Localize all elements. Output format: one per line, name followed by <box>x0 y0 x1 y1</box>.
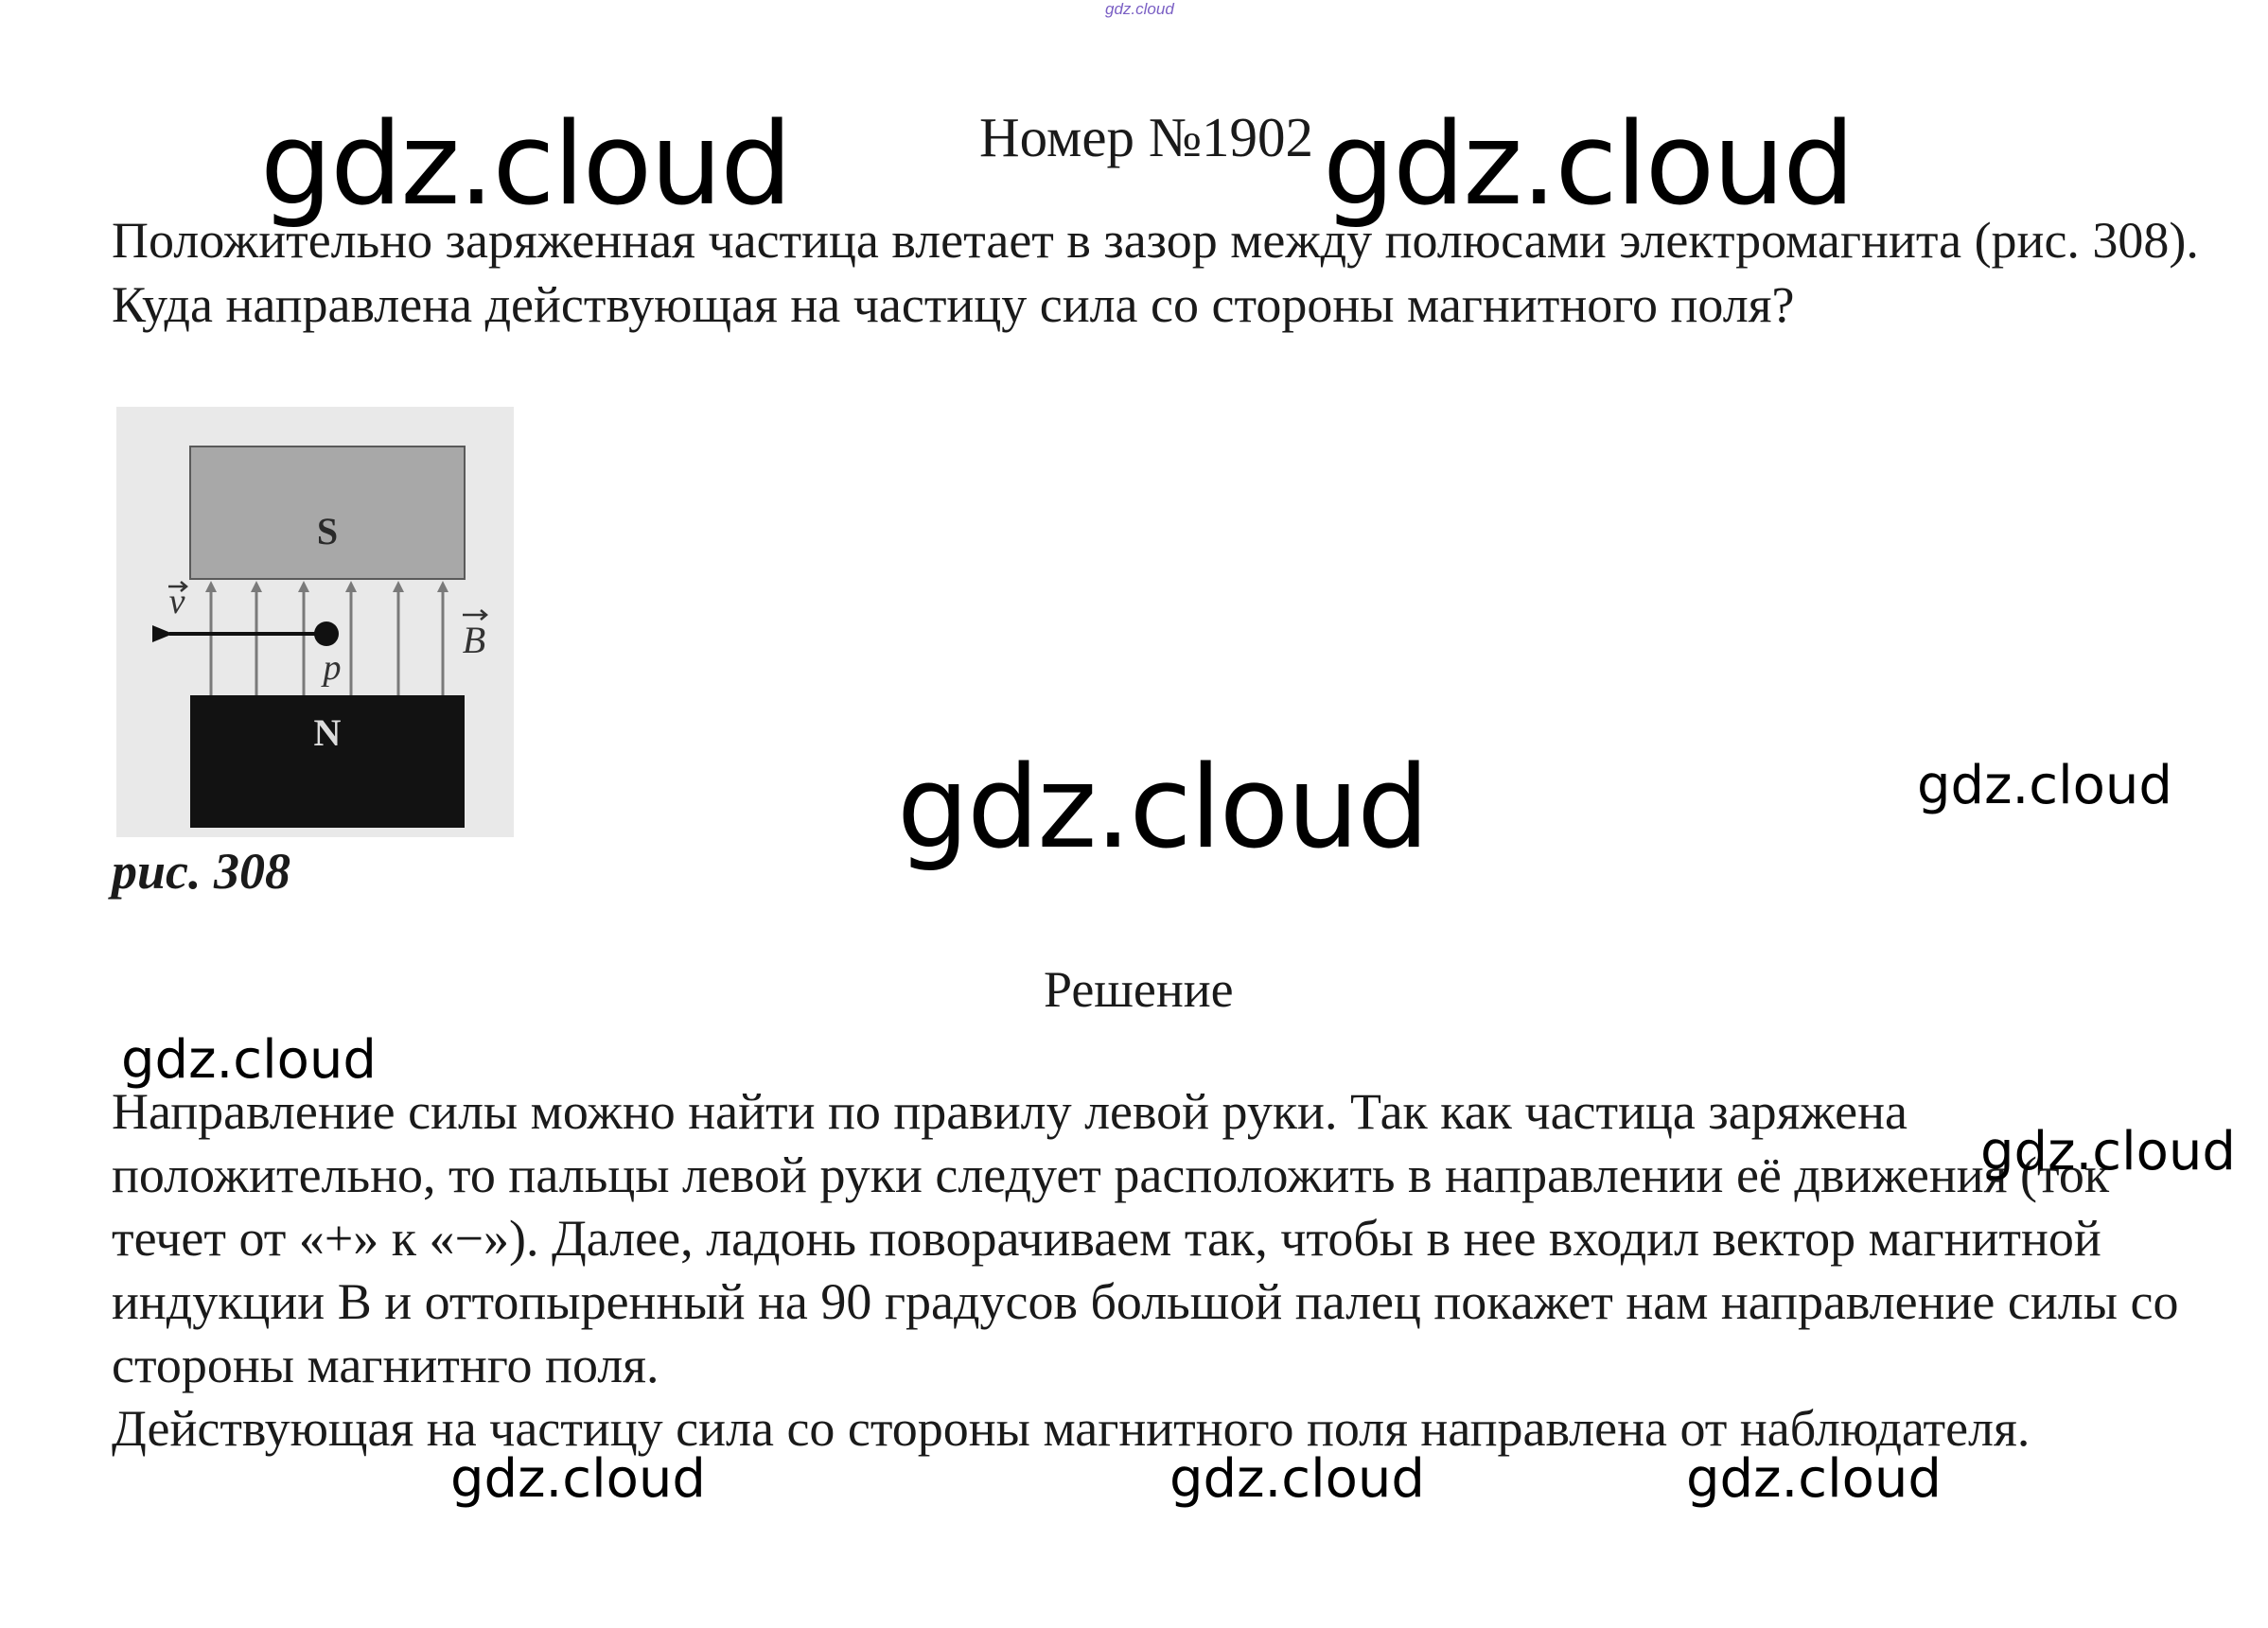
watermark: gdz.cloud <box>1980 1121 2236 1182</box>
watermark: gdz.cloud <box>1917 755 2172 816</box>
particle <box>314 621 339 646</box>
electromagnet-diagram <box>116 407 514 837</box>
pole-n-label: N <box>313 711 342 754</box>
watermark: gdz.cloud <box>897 743 1428 874</box>
solution-paragraph: Направление силы можно найти по правилу левой руки. Так как частица заряжена положительно, то пальцы левой руки следует расположить в направлении её движения (ток течет от «+» к «−»). Далее, ладонь поворачиваем так, чтобы в нее входил вектор магнитной индукции В и оттопыренный на 90 градусов большой палец покажет нам направление силы со стороны магнитнго поля. <box>112 1083 2179 1393</box>
velocity-label: v <box>168 582 185 621</box>
particle-label: p <box>323 648 342 688</box>
page-title: Номер №1902 <box>979 106 1314 168</box>
watermark: gdz.cloud <box>1169 1448 1425 1510</box>
question-text: Положительно заряженная частица влетает в зазор между полюсами электромагнита (рис. 308). Куда направлена действующая на частицу сила со стороны магнитного поля? <box>112 212 2199 333</box>
watermark: gdz.cloud <box>121 1029 377 1091</box>
solution-conclusion: Действующая на частицу сила со стороны магнитного поля направлена от наблюдателя. <box>112 1400 2031 1457</box>
top-watermark: gdz.cloud <box>1105 0 1174 18</box>
watermark: gdz.cloud <box>1323 99 1854 231</box>
solution-text <box>112 1080 2231 1461</box>
field-label: B <box>462 619 486 661</box>
watermark: gdz.cloud <box>1686 1448 1942 1510</box>
figure-caption: рис. 308 <box>112 843 290 900</box>
pole-s-label: S <box>316 510 339 552</box>
watermark: gdz.cloud <box>450 1448 706 1510</box>
solution-heading: Решение <box>1044 961 1234 1018</box>
figure-308 <box>116 407 514 837</box>
watermark: gdz.cloud <box>260 99 791 231</box>
